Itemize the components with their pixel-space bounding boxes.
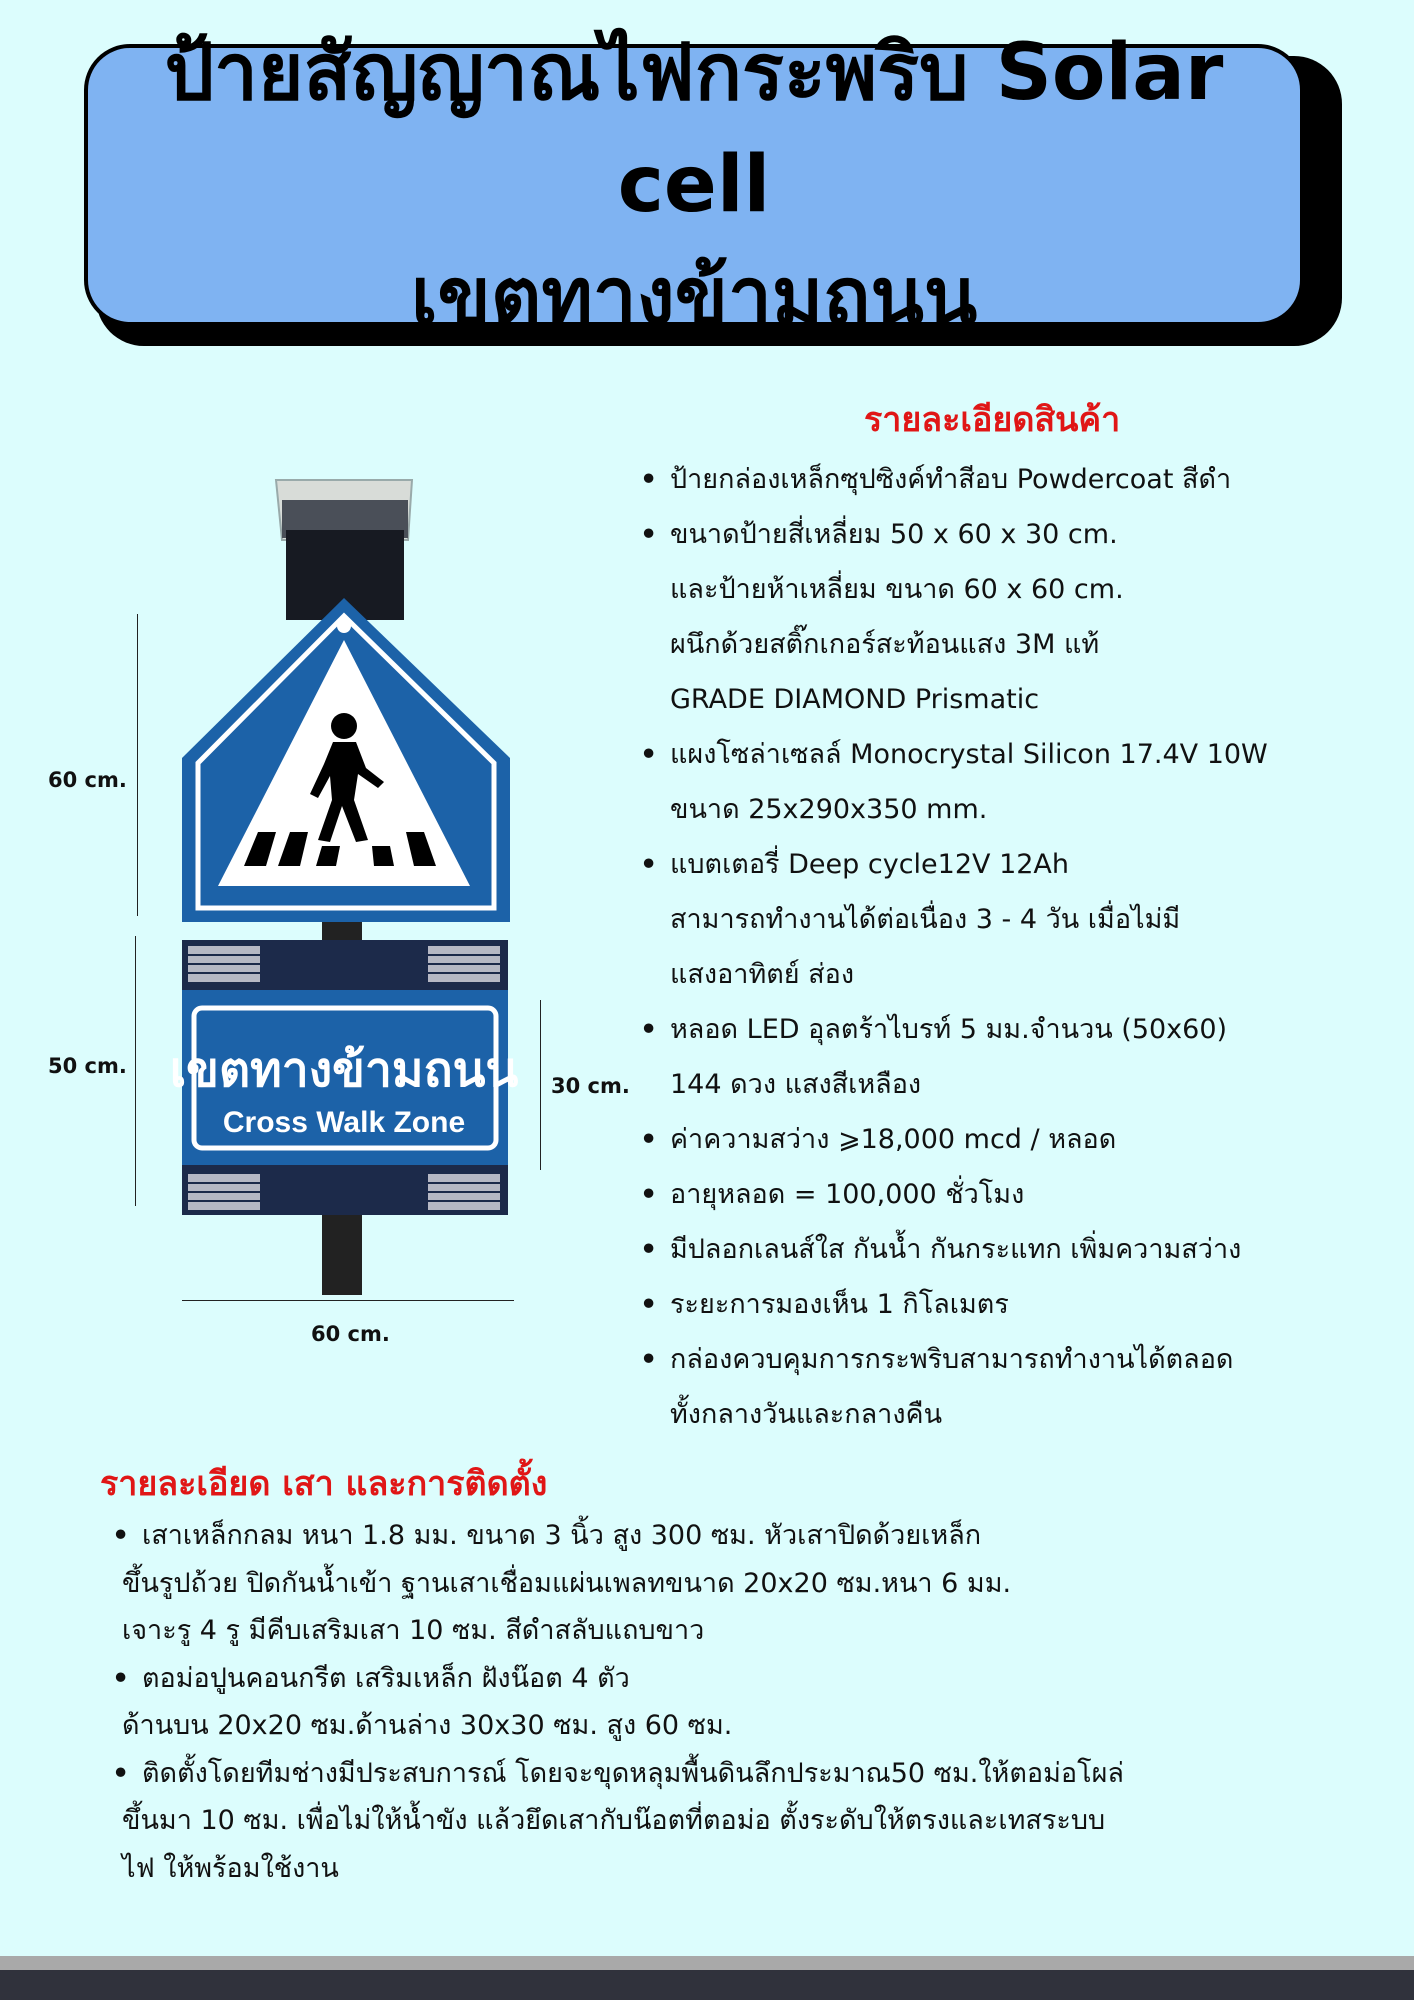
pole-detail-line: เจาะรู 4 รู มีคีบเสริมเสา 10 ซม. สีดำสลับแถบขาว [122, 1615, 705, 1646]
title-line-1: ป้ายสัญญาณไฟกระพริบ Solar cell [164, 28, 1224, 230]
dim-label-width: 60 cm. [311, 1322, 390, 1346]
product-detail-line: • ระยะการมองเห็น 1 กิโลเมตร [640, 1287, 1009, 1323]
product-detail-line: • หลอด LED อุลตร้าไบรท์ 5 มม.จำนวน (50x60) [640, 1012, 1227, 1048]
product-detail-line: • ขนาดป้ายสี่เหลี่ยม 50 x 60 x 30 cm. [640, 517, 1118, 553]
product-detail-line: • แผงโซล่าเซลล์ Monocrystal Silicon 17.4V 10W [640, 737, 1268, 773]
pedestrian-crossing-sign [182, 598, 510, 922]
product-detail-line: • ค่าความสว่าง ⩾18,000 mcd / หลอด [640, 1122, 1116, 1158]
product-detail-line: • กล่องควบคุมการกระพริบสามารถทำงานได้ตลอด [640, 1342, 1233, 1378]
product-detail-line: ทั้งกลางวันและกลางคืน [670, 1399, 943, 1430]
dim-label-inner: 30 cm. [551, 1074, 630, 1098]
product-heading: รายละเอียดสินค้า [864, 400, 1121, 440]
dim-line-box [135, 936, 136, 1206]
pole-detail-line: • ตอม่อปูนคอนกรีต เสริมเหล็ก ฝังน๊อต 4 ตัว [112, 1661, 630, 1697]
dim-line-triangle [137, 614, 138, 916]
crosswalk-zone-sign [170, 940, 519, 1215]
product-detail-line: • แบตเตอรี่ Deep cycle12V 12Ah [640, 847, 1069, 883]
dim-label-triangle: 60 cm. [48, 768, 127, 792]
pole-heading: รายละเอียด เสา และการติดตั้ง [100, 1464, 548, 1504]
product-detail-line: 144 ดวง แสงสีเหลือง [670, 1069, 922, 1100]
title-line-2: เขตทางข้ามถนน [410, 252, 978, 342]
product-detail-line: • อายุหลอด = 100,000 ชั่วโมง [640, 1177, 1024, 1213]
pole-detail-line: ด้านบน 20x20 ซม.ด้านล่าง 30x30 ซม. สูง 60 ซม. [122, 1710, 733, 1741]
footer-bar [0, 1956, 1414, 1970]
sign-thai-text: เขตทางข้ามถนน [169, 1044, 519, 1097]
pole-detail-line: • ติดตั้งโดยทีมช่างมีประสบการณ์ โดยจะขุดหลุมพื้นดินลึกประมาณ50 ซม.ให้ตอม่อโผล่ [112, 1756, 1124, 1792]
product-detail-line: GRADE DIAMOND Prismatic [670, 684, 1040, 715]
dim-line-width [182, 1300, 514, 1301]
product-detail-line: ขนาด 25x290x350 mm. [670, 794, 988, 825]
product-detail-line: • มีปลอกเลนส์ใส กันน้ำ กันกระแทก เพิ่มความสว่าง [640, 1232, 1241, 1268]
pole-detail-line: ขึ้นรูปถ้วย ปิดกันน้ำเข้า ฐานเสาเชื่อมแผ่นเพลทขนาด 20x20 ซม.หนา 6 มม. [122, 1567, 1012, 1599]
product-detail-line: ผนึกด้วยสติ๊กเกอร์สะท้อนแสง 3M แท้ [670, 629, 1100, 660]
product-detail-line: สามารถทำงานได้ต่อเนื่อง 3 - 4 วัน เมื่อไม่มี [670, 904, 1181, 935]
sign-english-text: Cross Walk Zone [222, 1106, 466, 1139]
pole-detail-line: ขึ้นมา 10 ซม. เพื่อไม่ให้น้ำขัง แล้วยึดเสากับน๊อตที่ตอม่อ ตั้งระดับให้ตรงและเทสระบบ [122, 1805, 1106, 1836]
footer-dark-bar [0, 1970, 1414, 2000]
dim-label-box: 50 cm. [48, 1054, 127, 1078]
product-detail-line: • ป้ายกล่องเหล็กซุปซิงค์ทำสีอบ Powdercoat สีดำ [640, 462, 1231, 498]
pole-detail-line: • เสาเหล็กกลม หนา 1.8 มม. ขนาด 3 นิ้ว สูง 300 ซม. หัวเสาปิดด้วยเหล็ก [112, 1518, 981, 1554]
dim-line-inner [540, 1000, 541, 1170]
pole-detail-line: ไฟ ให้พร้อมใช้งาน [122, 1852, 339, 1884]
product-detail-line: และป้ายห้าเหลี่ยม ขนาด 60 x 60 cm. [670, 574, 1124, 605]
product-detail-line: แสงอาทิตย์ ส่อง [670, 959, 855, 990]
